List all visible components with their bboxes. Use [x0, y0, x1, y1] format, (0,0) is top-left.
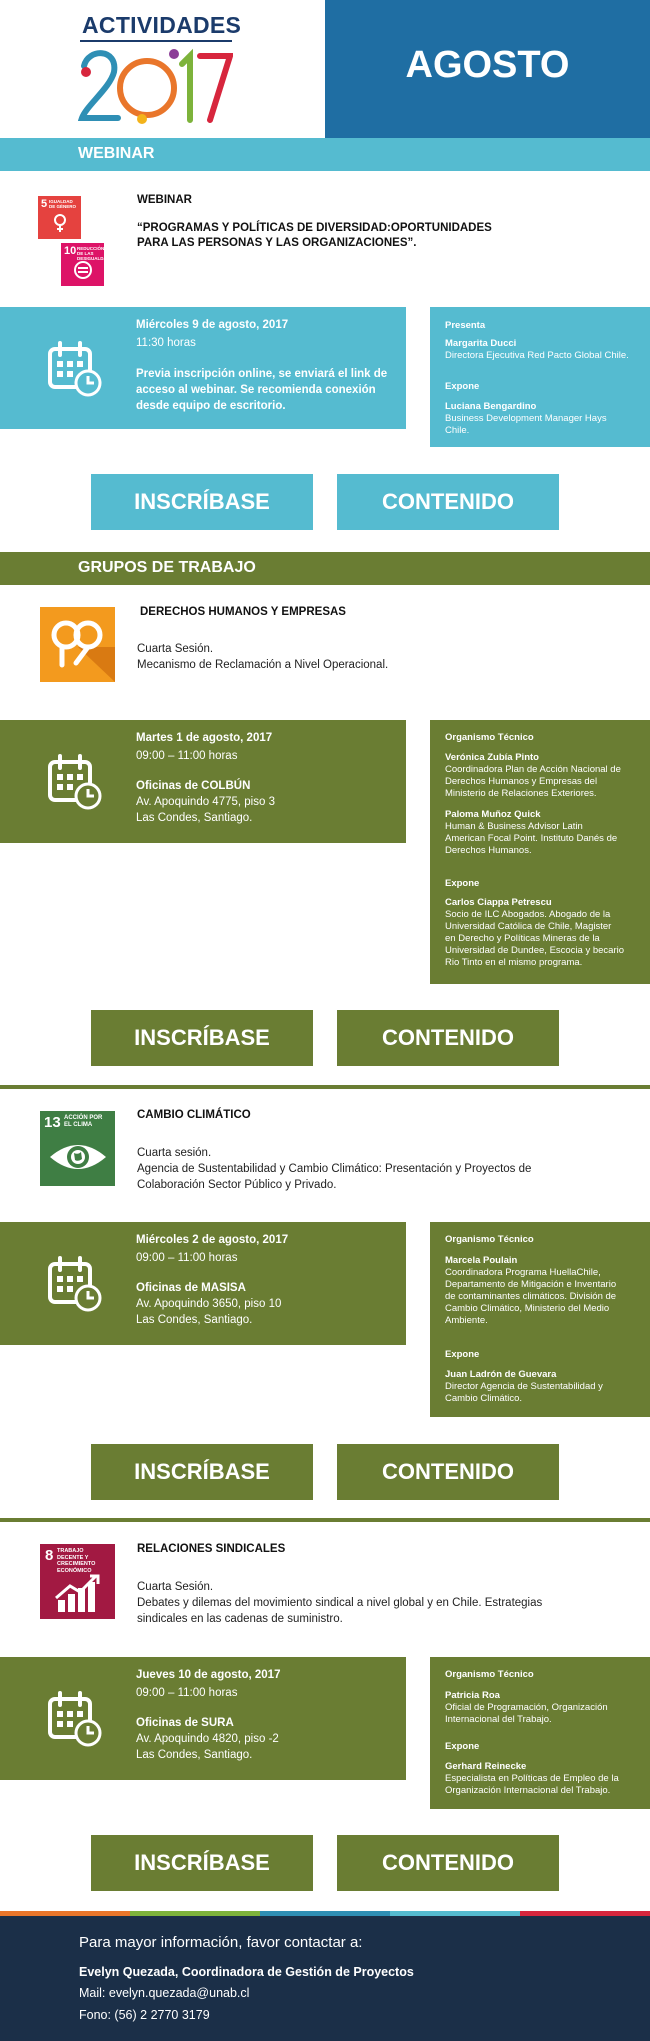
webinar-note-1: Previa inscripción online, se enviará el link de — [136, 368, 388, 380]
sdg5-icon — [38, 196, 81, 239]
webinar-subtitle-2: PARA LAS PERSONAS Y LAS ORGANIZACIONES”. — [137, 237, 417, 249]
sdg8-text: TRABAJO DECENTE Y CRECIMIENTO ECONÓMICO — [57, 1548, 96, 1574]
dh-p1-desc-3: Ministerio de Relaciones Exteriores. — [445, 788, 597, 799]
section-divider — [0, 1518, 650, 1522]
dh-p2-name: Paloma Muñoz Quick — [445, 809, 541, 820]
dh-expone-heading: Expone — [445, 878, 480, 889]
calendar-clock-icon — [48, 1256, 104, 1312]
dh-p3-desc-2: Universidad Católica de Chile, Magister — [445, 921, 612, 932]
cc-p2-name: Juan Ladrón de Guevara — [445, 1369, 557, 1380]
cc-register-button[interactable]: INSCRÍBASE — [91, 1444, 313, 1500]
rs-line-3: sindicales en las cadenas de suministro. — [137, 1613, 343, 1625]
dh-address-1: Av. Apoquindo 4775, piso 3 — [136, 796, 275, 808]
rs-register-button[interactable]: INSCRÍBASE — [91, 1835, 313, 1891]
webinar-section-label: WEBINAR — [78, 145, 155, 162]
rs-org-heading: Organismo Técnico — [445, 1669, 534, 1680]
dh-line-2: Mecanismo de Reclamación a Nivel Operacional. — [137, 659, 389, 671]
cc-address-2: Las Condes, Santiago. — [136, 1314, 253, 1326]
rs-content-button[interactable]: CONTENIDO — [337, 1835, 559, 1891]
webinar-section-bar — [0, 138, 650, 171]
webinar-note-2: acceso al webinar. Se recomienda conexión — [136, 384, 376, 396]
calendar-clock-icon — [48, 341, 104, 397]
sdg13-icon — [40, 1111, 115, 1186]
gender-symbol-icon — [52, 212, 68, 234]
cc-p1-desc-4: Cambio Climático, Ministerio del Medio — [445, 1303, 610, 1314]
cc-p2-desc-1: Director Agencia de Sustentabilidad y — [445, 1381, 603, 1392]
rs-time: 09:00 – 11:00 horas — [136, 1687, 238, 1699]
sdg13-number: 13 — [44, 1114, 61, 1131]
section-divider — [0, 1085, 650, 1089]
year-text: 2017 — [78, 44, 81, 45]
expone-desc-1: Business Development Manager Hays — [445, 413, 607, 424]
rs-p2-desc-2: Organización Internacional del Trabajo. — [445, 1785, 611, 1796]
webinar-title: WEBINAR — [137, 194, 192, 206]
cc-line-2: Agencia de Sustentabilidad y Cambio Climático: Presentación y Proyectos de — [137, 1163, 532, 1175]
webinar-subtitle-1: “PROGRAMAS Y POLÍTICAS DE DIVERSIDAD:OPORTUNIDADES — [137, 222, 492, 234]
dh-place: Oficinas de COLBÚN — [136, 780, 251, 792]
dh-date: Martes 1 de agosto, 2017 — [136, 732, 273, 744]
cc-org-heading: Organismo Técnico — [445, 1234, 534, 1245]
dh-org-heading: Organismo Técnico — [445, 732, 534, 743]
presenta-name: Margarita Ducci — [445, 338, 517, 349]
dh-p2-desc-3: Derechos Humanos. — [445, 845, 532, 856]
rs-title: RELACIONES SINDICALES — [137, 1543, 286, 1555]
rs-p2-desc-1: Especialista en Políticas de Empleo de la — [445, 1773, 619, 1784]
rs-place: Oficinas de SURA — [136, 1717, 234, 1729]
dh-p1-desc-1: Coordinadora Plan de Acción Nacional de — [445, 764, 621, 775]
footer — [0, 1916, 650, 2041]
webinar-speakers-panel — [430, 307, 650, 447]
dh-p1-name: Verónica Zubía Pinto — [445, 752, 539, 763]
sdg10-text: REDUCCIÓN DE LAS DESIGUALDADES — [77, 246, 117, 261]
rs-p1-desc-2: Internacional del Trabajo. — [445, 1714, 552, 1725]
webinar-details-box — [0, 307, 406, 429]
footer-heading: Para mayor información, favor contactar a: — [79, 1934, 363, 1951]
rs-speakers-panel — [430, 1657, 650, 1809]
cc-p2-desc-2: Cambio Climático. — [445, 1393, 523, 1404]
sdg10-number: 10 — [64, 245, 77, 257]
sdg5-text: IGUALDAD DE GÉNERO — [49, 199, 77, 209]
equality-icon — [72, 259, 94, 281]
rs-expone-heading: Expone — [445, 1741, 480, 1752]
dh-p3-desc-3: en Derecho y Políticas Mineras de la — [445, 933, 600, 944]
cc-p1-desc-1: Coordinadora Programa HuellaChile, — [445, 1267, 601, 1278]
cc-place: Oficinas de MASISA — [136, 1282, 246, 1294]
cc-line-3: Colaboración Sector Público y Privado. — [137, 1179, 337, 1191]
expone-name: Luciana Bengardino — [445, 401, 537, 412]
cc-line-1: Cuarta sesión. — [137, 1147, 212, 1159]
header — [0, 0, 650, 138]
rs-p1-name: Patricia Roa — [445, 1690, 500, 1701]
growth-chart-icon — [54, 1574, 102, 1614]
rs-details-box — [0, 1657, 406, 1780]
dh-details-box — [0, 720, 406, 843]
footer-email[interactable]: Mail: evelyn.quezada@unab.cl — [79, 1986, 250, 2000]
brand-title: ACTIVIDADES — [82, 12, 242, 38]
rs-line-1: Cuarta Sesión. — [137, 1581, 214, 1593]
cc-p1-desc-5: Ambiente. — [445, 1315, 488, 1326]
dh-p3-name: Carlos Ciappa Petrescu — [445, 897, 552, 908]
cc-title: CAMBIO CLIMÁTICO — [137, 1109, 251, 1121]
human-rights-icon — [40, 607, 115, 682]
dh-p2-desc-1: Human & Business Advisor Latin — [445, 821, 583, 832]
cc-expone-heading: Expone — [445, 1349, 480, 1360]
footer-contact-name: Evelyn Quezada, Coordinadora de Gestión de Proyectos — [79, 1965, 414, 1979]
sdg8-icon — [40, 1544, 115, 1619]
expone-heading: Expone — [445, 381, 480, 392]
cc-date: Miércoles 2 de agosto, 2017 — [136, 1234, 289, 1246]
dh-line-1: Cuarta Sesión. — [137, 643, 214, 655]
dh-content-button[interactable]: CONTENIDO — [337, 1010, 559, 1066]
rs-date: Jueves 10 de agosto, 2017 — [136, 1669, 281, 1681]
webinar-content-button[interactable]: CONTENIDO — [337, 474, 559, 530]
cc-content-button[interactable]: CONTENIDO — [337, 1444, 559, 1500]
dh-title: DERECHOS HUMANOS Y EMPRESAS — [140, 606, 346, 618]
dh-p3-desc-5: Rio Tinto en el mismo programa. — [445, 957, 583, 968]
footer-phone: Fono: (56) 2 2770 3179 — [79, 2008, 210, 2022]
cc-time: 09:00 – 11:00 horas — [136, 1252, 238, 1264]
speech-bubbles-icon — [40, 607, 115, 682]
cc-p1-desc-2: Departamento de Mitigación e Inventario — [445, 1279, 617, 1290]
cc-address-1: Av. Apoquindo 3650, piso 10 — [136, 1298, 282, 1310]
sdg10-icon — [61, 243, 117, 286]
eye-earth-icon — [48, 1137, 108, 1177]
year-logo — [78, 44, 233, 124]
rs-address-1: Av. Apoquindo 4820, piso -2 — [136, 1733, 279, 1745]
cc-details-box — [0, 1222, 406, 1345]
cc-p1-desc-3: de contaminantes climáticos. División de — [445, 1291, 617, 1302]
dh-address-2: Las Condes, Santiago. — [136, 812, 253, 824]
month-title: AGOSTO — [405, 44, 570, 86]
dh-p2-desc-2: American Focal Point. Instituto Danés de — [445, 833, 618, 844]
webinar-time: 11:30 horas — [136, 337, 196, 349]
header-brand-panel — [0, 0, 325, 138]
expone-desc-2: Chile. — [445, 425, 470, 436]
sdg5-number: 5 — [41, 198, 48, 210]
rs-address-2: Las Condes, Santiago. — [136, 1749, 253, 1761]
webinar-date: Miércoles 9 de agosto, 2017 — [136, 319, 289, 331]
cc-p1-name: Marcela Poulain — [445, 1255, 518, 1266]
presenta-desc: Directora Ejecutiva Red Pacto Global Chile. — [445, 350, 629, 361]
header-month-panel — [325, 0, 650, 138]
webinar-register-button[interactable]: INSCRÍBASE — [91, 474, 313, 530]
dh-time: 09:00 – 11:00 horas — [136, 750, 238, 762]
groups-section-bar — [0, 552, 650, 585]
presenta-heading: Presenta — [445, 320, 486, 331]
dh-speakers-panel — [430, 720, 650, 984]
groups-section-label: GRUPOS DE TRABAJO — [78, 559, 256, 576]
dh-p3-desc-1: Socio de ILC Abogados. Abogado de la — [445, 909, 611, 920]
webinar-note-3: desde equipo de escritorio. — [136, 400, 286, 412]
dh-p1-desc-2: Derechos Humanos y Empresas del — [445, 776, 598, 787]
cc-speakers-panel — [430, 1222, 650, 1417]
sdg8-number: 8 — [45, 1547, 54, 1564]
rs-p2-name: Gerhard Reinecke — [445, 1761, 527, 1772]
sdg13-text: ACCIÓN POR EL CLIMA — [64, 1115, 103, 1128]
calendar-clock-icon — [48, 1691, 104, 1747]
brand-divider — [80, 40, 232, 42]
calendar-clock-icon — [48, 754, 104, 810]
rs-line-2: Debates y dilemas del movimiento sindical a nivel global y en Chile. Estrategias — [137, 1597, 543, 1609]
dh-p3-desc-4: Universidad de Dundee, Escocia y becario — [445, 945, 625, 956]
rs-p1-desc-1: Oficial de Programación, Organización — [445, 1702, 608, 1713]
dh-register-button[interactable]: INSCRÍBASE — [91, 1010, 313, 1066]
